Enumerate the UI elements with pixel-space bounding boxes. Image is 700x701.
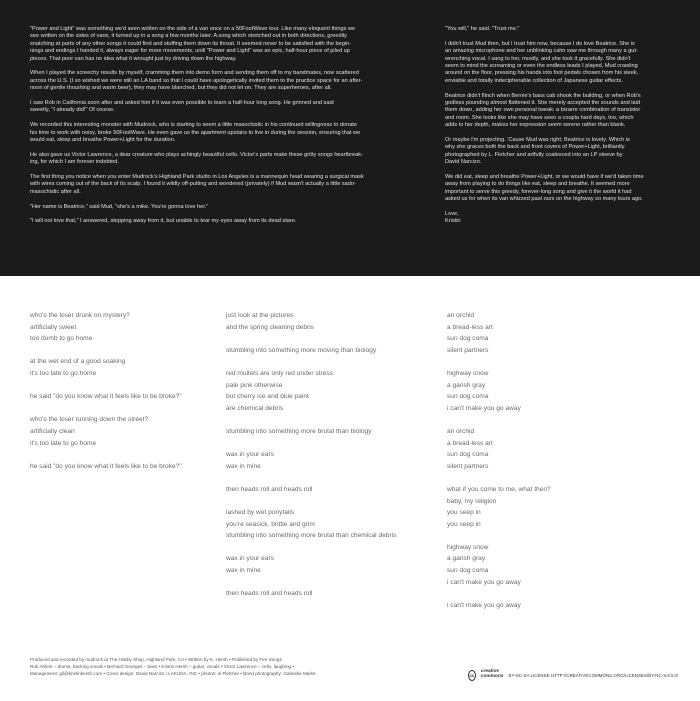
lyric-stanza	[226, 310, 436, 333]
lyric-line: at the wet end of a good soaking	[30, 358, 126, 366]
lyric-stanza	[447, 484, 677, 530]
cc-word-top: creative	[480, 669, 499, 675]
signoff: Love,	[445, 211, 459, 218]
lyric-line: an orchid	[447, 427, 475, 435]
lyric-line: lashed by wet ponytails	[226, 509, 295, 517]
lyric-line: wax in mine	[226, 462, 261, 470]
lyric-line: who's the loser drunk on mystery?	[30, 312, 130, 319]
creative-commons-icon: cc	[468, 670, 476, 681]
lyric-line: a garish gray	[447, 381, 486, 389]
lyric-line: a garish gray	[447, 555, 486, 563]
license-block	[468, 668, 678, 682]
liner-paragraph: "You will," he said. "Trust me."	[445, 26, 520, 32]
liner-notes-panel	[0, 0, 700, 276]
lyric-line: stumbling into something more brutal than chemical debris	[226, 532, 397, 540]
lyric-stanza	[30, 310, 220, 345]
lyrics-column-3	[447, 310, 677, 623]
lyric-stanza	[447, 542, 677, 588]
lyric-line: you seep in	[447, 520, 481, 528]
liner-paragraph: We recorded this interesting monster with Mudrock, who is starting to seem a little masochistic in his continued willingness to donate his time to work with noisy, broke 50FootWave. He even gave us the apartment upstairs to live in during the session, ensuring that we would eat, sleep and breathe Power+Light for the duration.	[30, 122, 361, 144]
lyric-stanza	[226, 507, 436, 542]
lyric-line: you're seasick, brittle and grim	[226, 520, 315, 528]
lyric-stanza	[226, 553, 436, 576]
lyric-line: i can't make you go away	[447, 601, 521, 609]
lyric-line: red mullets are only red under stress	[226, 369, 334, 377]
lyric-stanza	[226, 368, 436, 414]
lyric-stanza	[226, 426, 436, 438]
lyric-stanza	[226, 588, 436, 600]
liner-paragraph: We did eat, sleep and breathe Power+Light, or we would have if we'd taken time away from playing to do things like eat, sleep and breathe. It seemed more important to serve this greedy, forever-long song and give it the world it had asked us for when its van whizzed past ours on the highway so many tours ago.	[445, 174, 644, 203]
lyric-stanza	[30, 414, 220, 449]
lyric-line: you seep in	[447, 509, 481, 517]
lyric-line: i can't make you go away	[447, 578, 521, 586]
lyric-line: a bread-less art	[447, 439, 493, 447]
lyric-line: baby, my religion	[447, 497, 497, 505]
lyric-line: but cherry ice and blue paint	[226, 393, 309, 401]
lyric-line: silent partners	[447, 462, 489, 470]
lyric-line: pale pink otherwise	[226, 381, 283, 389]
lyric-line: it's too late to go home	[30, 439, 97, 447]
lyric-line: highway snow	[447, 543, 489, 551]
lyrics-section	[0, 310, 700, 630]
lyric-line: who's the loser running down the street?	[30, 416, 149, 424]
lyric-line: it's too late to go home	[30, 369, 97, 377]
lyric-line: what if you come to me, what then?	[447, 485, 551, 493]
credits-line: Management: gil@kristinhersh.com • Cover design: David Narcizo / LAKUNA, INC • photos: el Fletcher • Band photography: Gabriella Marks	[30, 671, 316, 677]
liner-paragraph: "Her name is Beatrice," said Mud, "she's a mike. You're gonna love her."	[30, 203, 209, 210]
liner-notes-left-column	[30, 26, 428, 233]
lyric-stanza	[226, 484, 436, 496]
lyrics-column-1	[30, 310, 220, 484]
liner-paragraph: Beatrice didn't flinch when Bernie's bass cab shook the building, or when Rob's godless pounding almost flattened it. She merely accepted the sounds and laid them down, adding her own personal tweak: a bizarre combination of transistor and room. She looks like she may have seen a coupla hard days, too, which adds to her depth, makes her expression seem serene rather than blank.	[445, 92, 641, 129]
liner-notes-right-column	[445, 26, 675, 226]
lyric-stanza	[30, 356, 220, 379]
lyrics-column-2	[226, 310, 436, 611]
lyric-line: are chemical debris	[226, 404, 284, 412]
lyric-line: artificially sweet	[30, 323, 77, 331]
lyric-line: he said "do you know what it feels like to be broke?"	[30, 393, 182, 401]
lyric-line: too dumb to go home	[30, 335, 93, 343]
credits-line: Produced and recorded by mudrock at The Hobby Shop, Highland Park, CA • Written by K. Hersh • Published by Fire Songs	[30, 657, 282, 662]
signature: Kristin	[445, 218, 461, 225]
lyric-stanza	[447, 600, 677, 612]
liner-paragraph: Or maybe I'm projecting. 'Cause Mud was right; Beatrice is lovely. Which is why she graces both the back and front covers of Power+Light, brilliantly photographed by L. Fletcher and artfully coalesced into an LP sleeve by David Narcizo.	[445, 137, 630, 166]
lyric-line: then heads roll and heads roll	[226, 485, 313, 493]
lyric-line: stumbling into something more moving than biology	[226, 346, 377, 354]
lyric-line: wax in mine	[226, 567, 261, 575]
lyric-stanza	[226, 449, 436, 472]
creative-commons-logo	[481, 670, 504, 680]
liner-paragraph: He also gave us Victor Lawrence, a dear creature who plays achingly beautiful cello. Victor's parts make these gritty songs heartbreak- ing, for which I am forever indebted.	[30, 151, 363, 166]
lyric-line: artificially clean	[30, 427, 75, 435]
liner-paragraph: "Power and Light" was something we'd seen written on the side of a van once on a 50FootWave tour. Like many eloquent things we see written on the sides of vans, it turned up in a song a few months later. A song which stretched out in both directions, greedily snatching at parts of any other songs it could find and stuffing them down its throat. It seemed never to be satisfied with the begin- nings and endings I handed it, always eager for more movements, until "Power and Light" was an epic, half-hour piece of piled up pieces. That poor van has no idea what it wrought just by driving down the highway.	[30, 26, 356, 62]
cc-word-bottom: commons	[480, 674, 504, 679]
liner-paragraph: When I played the screechy results by myself, cramming them into demo form and sending them off to my bandmates, now scattered across the U.S. (I so wished we were still an LA band so that I could have apologetically invited them to the practice space for an after- noon of gentle thrashing and warm beer), they may have blanched, but they did not let on. They are superheroes, after all.	[30, 70, 363, 92]
lyric-line: highway snow	[447, 369, 489, 377]
lyric-line: just look at the pictures	[226, 312, 294, 319]
lyric-line: silent partners	[447, 346, 489, 354]
lyric-line: stumbling into something more brutal than biology	[226, 427, 372, 435]
liner-paragraph: The first thing you notice when you enter Mudrock's Highland Park studio in Los Angeles is a mannequin head wearing a surgical mask with wires coming out of the back of its scalp. I found it wildly off-putting and wondered (privately) if Mud wasn't actually a little sado- masochistic after all.	[30, 174, 364, 195]
lyric-line: a bread-less art	[447, 323, 493, 331]
lyric-line: an orchid	[447, 312, 475, 319]
liner-paragraph: I saw Rob in California soon after and asked him if it was even possible to learn a half-hour long song. He grinned and said sweetly, "I already did!" Of course.	[30, 100, 334, 114]
license-text: BY-NC-SA LICENSE HTTP://CREATIVECOMMONS.ORG/LICENSES/BY-NC-SA/3.0/	[508, 672, 678, 678]
lyric-line: sun dog coma	[447, 567, 489, 575]
lyric-line: wax in your ears	[226, 451, 275, 459]
lyric-line: he said "do you know what it feels like to be broke?"	[30, 462, 182, 470]
credits	[30, 656, 440, 678]
lyric-line: sun dog coma	[447, 451, 489, 459]
lyric-stanza	[30, 391, 220, 403]
lyric-line: and the spring cleaning debris	[226, 323, 314, 331]
liner-paragraph: I didn't trust Mud then, but I trust him now, because I do love Beatrice. She is an amazing microphone and her unblinking calm saw me through many a gut- wrenching vocal. I sang to her, mostly, and she took it gracefully. She didn't seem to mind the screaming or even the endless leads I played, Mud crawling around on the floor, pressing his hands into foot pedals chosen from his sleek, enviable and totally indecipherable collection of Japanese guitar effects.	[445, 40, 639, 84]
credits-line: Rob Ahlers – drums, backing vocals • Bernard Georges – bass • Kristin Hersh – guitar, vocals • Victor Lawrence – cello, laughing •	[30, 664, 294, 670]
lyric-stanza	[447, 310, 677, 356]
lyric-line: sun dog coma	[447, 335, 489, 343]
lyric-stanza	[226, 345, 436, 357]
lyric-line: sun dog coma	[447, 393, 489, 401]
lyric-stanza	[30, 461, 220, 473]
lyric-stanza	[447, 368, 677, 414]
lyric-line: i can't make you go away	[447, 404, 521, 412]
lyric-line: wax in your ears	[226, 555, 275, 563]
lyric-line: then heads roll and heads roll	[226, 590, 313, 598]
liner-paragraph: "I will not love that," I answered, stepping away from it, but unable to tear my eyes away from its dead stare.	[30, 218, 297, 225]
lyric-stanza	[447, 426, 677, 472]
